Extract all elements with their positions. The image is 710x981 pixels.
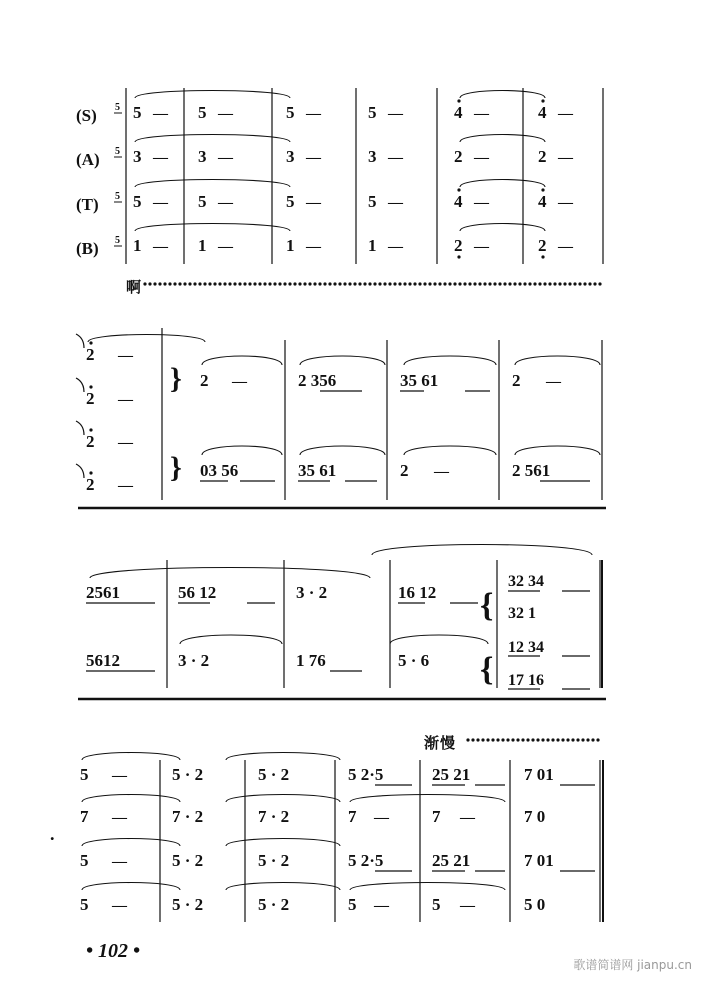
time-signature-top: 5: [115, 102, 120, 113]
brace: }: [170, 451, 182, 484]
dotted-line: [423, 282, 426, 285]
dotted-line: [531, 738, 534, 741]
note: 5: [198, 192, 207, 211]
note: 03 56: [200, 461, 239, 480]
dotted-line: [486, 738, 489, 741]
dotted-line: [546, 738, 549, 741]
note: 5: [80, 851, 89, 870]
dash: —: [474, 239, 489, 255]
dotted-line: [158, 282, 161, 285]
dotted-line: [188, 282, 191, 285]
note: 5 · 2: [258, 851, 290, 870]
tie: [82, 883, 180, 891]
slur: [390, 635, 488, 644]
tie: [460, 91, 545, 99]
dash: —: [153, 150, 168, 166]
note: 3 · 2: [296, 583, 328, 602]
note: 4: [538, 103, 547, 122]
note: 4: [454, 103, 463, 122]
dotted-line: [333, 282, 336, 285]
dotted-line: [278, 282, 281, 285]
dotted-line: [258, 282, 261, 285]
dotted-line: [541, 738, 544, 741]
slur: [180, 635, 282, 644]
tempo-mark: 渐慢: [424, 736, 457, 752]
dash: —: [434, 464, 449, 480]
dash: —: [558, 239, 573, 255]
dash: —: [460, 810, 475, 826]
dotted-line: [208, 282, 211, 285]
note: 5 · 2: [172, 895, 204, 914]
tie-continuation: [76, 421, 84, 435]
dash: —: [388, 106, 403, 122]
dash: —: [558, 150, 573, 166]
chord-note: 32 1: [508, 605, 536, 622]
dotted-line: [353, 282, 356, 285]
dash: —: [112, 898, 127, 914]
tie: [350, 795, 505, 803]
dotted-line: [343, 282, 346, 285]
tie-continuation: [76, 464, 84, 478]
dotted-line: [596, 738, 599, 741]
note: 7 · 2: [172, 807, 204, 826]
slur: [515, 356, 600, 365]
note: 5 · 2: [172, 765, 204, 784]
dotted-line: [178, 282, 181, 285]
note: 2: [86, 389, 95, 408]
dotted-line: [408, 282, 411, 285]
dotted-line: [528, 282, 531, 285]
note: 16 12: [398, 583, 437, 602]
page-number: • 102 •: [86, 940, 141, 962]
dotted-line: [586, 738, 589, 741]
dotted-line: [481, 738, 484, 741]
note: 3: [286, 147, 295, 166]
tie: [226, 839, 340, 847]
dotted-line: [571, 738, 574, 741]
dotted-line: [293, 282, 296, 285]
note: 2: [538, 236, 547, 255]
note: 5: [368, 192, 377, 211]
dash: —: [374, 810, 389, 826]
dash: —: [218, 239, 233, 255]
tie-continuation: [76, 378, 84, 392]
dash: —: [558, 195, 573, 211]
slur: [202, 446, 282, 455]
part-label-alto: (A): [76, 150, 100, 169]
dotted-line: [581, 738, 584, 741]
dotted-line: [298, 282, 301, 285]
note: 5612: [86, 651, 120, 670]
dotted-line: [468, 282, 471, 285]
dotted-line: [418, 282, 421, 285]
dash: —: [460, 898, 475, 914]
dotted-line: [303, 282, 306, 285]
slur: [404, 356, 496, 365]
note: 2 356: [298, 371, 337, 390]
dash: —: [112, 768, 127, 784]
note: 2: [454, 147, 463, 166]
slur: [90, 568, 370, 579]
tie: [226, 883, 340, 891]
dotted-line: [548, 282, 551, 285]
slur: [300, 356, 385, 365]
tie-continuation: [76, 334, 84, 348]
note: 1: [368, 236, 377, 255]
dotted-line: [233, 282, 236, 285]
dotted-line: [518, 282, 521, 285]
dotted-line: [493, 282, 496, 285]
note: 2561: [86, 583, 120, 602]
dash: —: [388, 239, 403, 255]
note: 1 76: [296, 651, 326, 670]
dash: —: [546, 374, 561, 390]
dash: —: [474, 195, 489, 211]
tie: [135, 135, 290, 143]
dotted-line: [433, 282, 436, 285]
dotted-line: [213, 282, 216, 285]
note: 5 2·5: [348, 765, 384, 784]
dash: —: [388, 150, 403, 166]
dotted-line: [193, 282, 196, 285]
slur: [300, 446, 385, 455]
tie: [88, 335, 205, 343]
dash: —: [218, 106, 233, 122]
note: 5: [432, 895, 441, 914]
time-signature-top: 5: [115, 235, 120, 246]
note: 2: [400, 461, 409, 480]
dotted-line: [273, 282, 276, 285]
dotted-line: [373, 282, 376, 285]
tie: [82, 753, 180, 761]
dash: —: [153, 195, 168, 211]
dotted-line: [428, 282, 431, 285]
dotted-line: [566, 738, 569, 741]
dotted-line: [538, 282, 541, 285]
note: 35 61: [298, 461, 337, 480]
dotted-line: [598, 282, 601, 285]
note: 1: [286, 236, 295, 255]
dotted-line: [533, 282, 536, 285]
chord-note: 12 34: [508, 639, 544, 656]
dotted-line: [511, 738, 514, 741]
dash: —: [374, 898, 389, 914]
dotted-line: [223, 282, 226, 285]
note: 5: [286, 192, 295, 211]
slur: [202, 356, 282, 365]
dotted-line: [471, 738, 474, 741]
note: 5 · 2: [258, 895, 290, 914]
dotted-line: [543, 282, 546, 285]
dash: —: [153, 106, 168, 122]
octave-dot: [457, 255, 460, 258]
note: 3: [133, 147, 142, 166]
dash: —: [558, 106, 573, 122]
dotted-line: [556, 738, 559, 741]
note: 7: [80, 807, 89, 826]
note: 2: [200, 371, 209, 390]
dotted-line: [238, 282, 241, 285]
dash: —: [118, 392, 133, 408]
dotted-line: [283, 282, 286, 285]
note: 5 0: [524, 895, 546, 914]
dotted-line: [568, 282, 571, 285]
note: 3 · 2: [178, 651, 210, 670]
brace: }: [170, 362, 182, 395]
dotted-line: [263, 282, 266, 285]
note: 5: [198, 103, 207, 122]
dotted-line: [453, 282, 456, 285]
note: 2: [86, 475, 95, 494]
note: 5: [133, 103, 142, 122]
watermark: 歌谱简谱网 jianpu.cn: [573, 958, 692, 972]
note: 7: [348, 807, 357, 826]
dotted-line: [473, 282, 476, 285]
slur: [404, 446, 496, 455]
note: 5 · 6: [398, 651, 430, 670]
note: 3: [368, 147, 377, 166]
dotted-line: [483, 282, 486, 285]
slur: [372, 545, 592, 556]
dash: —: [118, 478, 133, 494]
dotted-line: [458, 282, 461, 285]
note: 2: [86, 345, 95, 364]
page-number-value: 102: [98, 940, 129, 962]
dotted-line: [313, 282, 316, 285]
note: 5: [348, 895, 357, 914]
note: 5: [133, 192, 142, 211]
dotted-line: [551, 738, 554, 741]
part-label-soprano: (S): [76, 106, 97, 125]
dotted-line: [218, 282, 221, 285]
dotted-line: [578, 282, 581, 285]
note: 1: [133, 236, 142, 255]
dotted-line: [318, 282, 321, 285]
dotted-line: [243, 282, 246, 285]
dash: —: [232, 374, 247, 390]
note: 7 01: [524, 765, 554, 784]
part-label-tenor: (T): [76, 195, 99, 214]
dotted-line: [573, 282, 576, 285]
dotted-line: [203, 282, 206, 285]
dotted-line: [153, 282, 156, 285]
dash: —: [112, 810, 127, 826]
dotted-line: [173, 282, 176, 285]
dotted-line: [368, 282, 371, 285]
dotted-line: [413, 282, 416, 285]
dotted-line: [163, 282, 166, 285]
dotted-line: [558, 282, 561, 285]
note: 1: [198, 236, 207, 255]
dotted-line: [513, 282, 516, 285]
tie: [82, 795, 180, 803]
dotted-line: [593, 282, 596, 285]
time-signature-top: 5: [115, 191, 120, 202]
dotted-line: [228, 282, 231, 285]
dotted-line: [591, 738, 594, 741]
dotted-line: [583, 282, 586, 285]
dotted-line: [516, 738, 519, 741]
dotted-line: [521, 738, 524, 741]
dotted-line: [576, 738, 579, 741]
dotted-line: [438, 282, 441, 285]
dotted-line: [536, 738, 539, 741]
dotted-line: [388, 282, 391, 285]
tie: [226, 795, 340, 803]
dotted-line: [328, 282, 331, 285]
brace: {: [480, 651, 494, 688]
dotted-line: [143, 282, 146, 285]
tie: [135, 224, 290, 232]
note: 56 12: [178, 583, 217, 602]
chord-note: 17 16: [508, 672, 544, 689]
dotted-line: [393, 282, 396, 285]
dash: —: [474, 106, 489, 122]
dash: —: [218, 150, 233, 166]
note: 5: [286, 103, 295, 122]
note: 2: [538, 147, 547, 166]
note: 7: [432, 807, 441, 826]
dash: —: [218, 195, 233, 211]
dotted-line: [168, 282, 171, 285]
note: 25 21: [432, 765, 471, 784]
tie: [135, 180, 290, 188]
time-signature-top: 5: [115, 146, 120, 157]
dash: —: [118, 435, 133, 451]
dotted-line: [403, 282, 406, 285]
dash: —: [306, 195, 321, 211]
slur: [515, 446, 600, 455]
tie: [350, 883, 505, 891]
dotted-line: [588, 282, 591, 285]
dotted-line: [478, 282, 481, 285]
dash: —: [306, 239, 321, 255]
dotted-line: [508, 282, 511, 285]
dotted-line: [308, 282, 311, 285]
tie: [460, 135, 545, 143]
dotted-line: [563, 282, 566, 285]
dash: —: [474, 150, 489, 166]
tie: [135, 91, 290, 99]
tie: [82, 839, 180, 847]
dotted-line: [463, 282, 466, 285]
tie: [460, 180, 545, 188]
octave-dot: [541, 255, 544, 258]
note: 2: [512, 371, 521, 390]
note: 3: [198, 147, 207, 166]
dotted-line: [198, 282, 201, 285]
dotted-line: [503, 282, 506, 285]
dotted-line: [448, 282, 451, 285]
dotted-line: [323, 282, 326, 285]
dotted-line: [363, 282, 366, 285]
brace: {: [480, 587, 494, 624]
dash: —: [118, 348, 133, 364]
dotted-line: [443, 282, 446, 285]
tie: [460, 224, 545, 232]
dotted-line: [496, 738, 499, 741]
dotted-line: [553, 282, 556, 285]
stray-mark: .: [50, 824, 55, 844]
dotted-line: [526, 738, 529, 741]
note: 2: [86, 432, 95, 451]
note: 5: [80, 895, 89, 914]
note: 25 21: [432, 851, 471, 870]
note: 5: [80, 765, 89, 784]
dotted-line: [466, 738, 469, 741]
note: 4: [454, 192, 463, 211]
dotted-line: [378, 282, 381, 285]
note: 5 · 2: [258, 765, 290, 784]
note: 5: [368, 103, 377, 122]
dotted-line: [488, 282, 491, 285]
dotted-line: [338, 282, 341, 285]
dotted-line: [288, 282, 291, 285]
chord-note: 32 34: [508, 573, 544, 590]
dotted-line: [398, 282, 401, 285]
note: 5 · 2: [172, 851, 204, 870]
note: 2: [454, 236, 463, 255]
dash: —: [153, 239, 168, 255]
dotted-line: [523, 282, 526, 285]
dash: —: [306, 106, 321, 122]
dotted-line: [476, 738, 479, 741]
note: 4: [538, 192, 547, 211]
dotted-line: [148, 282, 151, 285]
note: 35 61: [400, 371, 439, 390]
dotted-line: [358, 282, 361, 285]
dash: —: [306, 150, 321, 166]
note: 2 561: [512, 461, 551, 480]
part-label-bass: (B): [76, 239, 99, 258]
dotted-line: [248, 282, 251, 285]
tie: [226, 753, 340, 761]
note: 5 2·5: [348, 851, 384, 870]
dash: —: [388, 195, 403, 211]
note: 7 · 2: [258, 807, 290, 826]
dotted-line: [253, 282, 256, 285]
dash: —: [112, 854, 127, 870]
dotted-line: [498, 282, 501, 285]
dotted-line: [383, 282, 386, 285]
dotted-line: [268, 282, 271, 285]
dotted-line: [348, 282, 351, 285]
note: 7 01: [524, 851, 554, 870]
lyric-a: 啊: [126, 280, 143, 296]
dotted-line: [561, 738, 564, 741]
dotted-line: [183, 282, 186, 285]
dotted-line: [501, 738, 504, 741]
note: 7 0: [524, 807, 546, 826]
dotted-line: [506, 738, 509, 741]
dotted-line: [491, 738, 494, 741]
